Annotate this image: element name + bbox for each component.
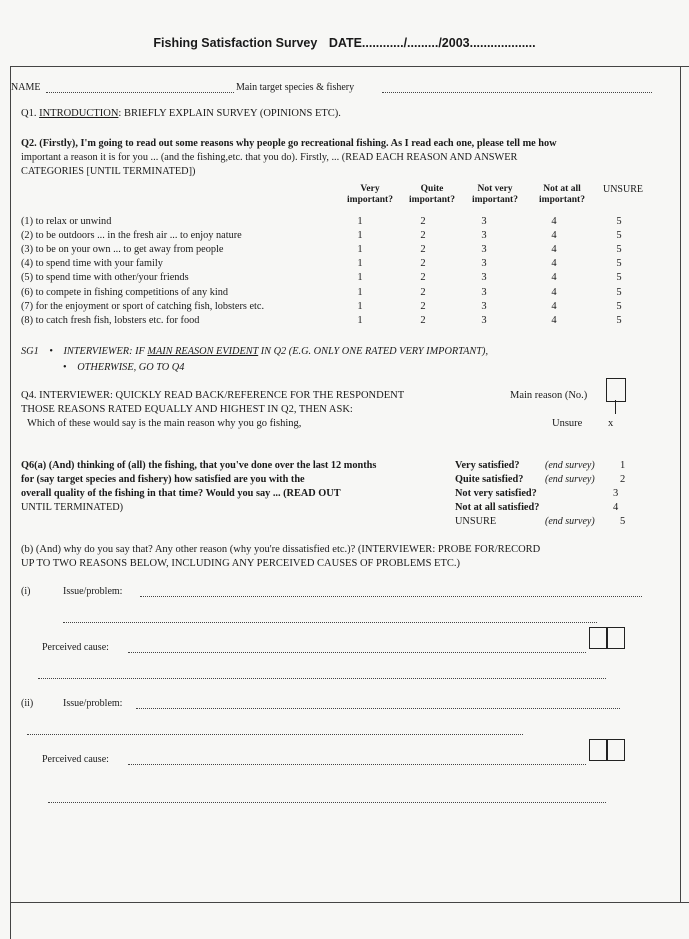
q2-response-code[interactable]: 2 bbox=[420, 286, 426, 298]
q2-col-very: Very important? bbox=[347, 184, 393, 205]
q2-response-code[interactable]: 2 bbox=[420, 244, 426, 256]
item2-cause-field[interactable] bbox=[128, 764, 586, 765]
q2-response-code[interactable]: 4 bbox=[551, 272, 557, 284]
item1-cause-field[interactable] bbox=[128, 652, 586, 653]
q2-response-code[interactable]: 4 bbox=[551, 258, 557, 270]
q2-response-code[interactable]: 4 bbox=[551, 216, 557, 227]
bullet-icon: • bbox=[63, 362, 67, 373]
q6a-line3: overall quality of the fishing in that time? Would you say ... (READ OUT bbox=[21, 488, 341, 499]
sg1-bullet1-text: INTERVIEWER: IF bbox=[63, 346, 148, 357]
q2-response-code[interactable]: 3 bbox=[481, 300, 487, 312]
item1-issue-field-2[interactable] bbox=[63, 622, 597, 623]
q6a-option-note: (end survey) bbox=[545, 474, 595, 485]
q2-response-code[interactable]: 2 bbox=[420, 314, 426, 326]
form-border-top bbox=[10, 66, 689, 67]
q2-response-code[interactable]: 5 bbox=[616, 300, 622, 312]
unsure-code[interactable]: x bbox=[608, 418, 614, 429]
q2-response-code[interactable]: 2 bbox=[420, 258, 426, 270]
q6a-option-code[interactable]: 4 bbox=[613, 502, 619, 513]
q2-response-code[interactable]: 3 bbox=[481, 314, 487, 326]
q2-reason-label: (3) to be on your own ... to get away from people bbox=[21, 244, 224, 256]
item2-issue-field[interactable] bbox=[136, 708, 620, 709]
unsure-label: Unsure bbox=[552, 418, 583, 429]
q6b-line2: UP TO TWO REASONS BELOW, INCLUDING ANY PERCEIVED CAUSES OF PROBLEMS ETC.) bbox=[21, 558, 460, 569]
q6a-option-code[interactable]: 5 bbox=[620, 516, 626, 527]
sg1-line1 bbox=[21, 346, 488, 357]
q6a-line4: UNTIL TERMINATED) bbox=[21, 502, 124, 513]
item1-cause-label: Perceived cause: bbox=[42, 642, 109, 653]
q2-response-code[interactable]: 4 bbox=[551, 300, 557, 312]
sg1-label: SG1 bbox=[21, 346, 39, 357]
q2-response-code[interactable]: 1 bbox=[357, 258, 363, 270]
q2-response-code[interactable]: 3 bbox=[481, 244, 487, 256]
item1-code-box-1[interactable] bbox=[589, 627, 607, 649]
species-label: Main target species & fishery bbox=[236, 82, 355, 93]
q6a-option-note: (end survey) bbox=[545, 516, 595, 527]
q2-response-code[interactable]: 1 bbox=[357, 286, 363, 298]
q2-response-code[interactable]: 3 bbox=[481, 272, 487, 284]
sg1-bullet1-tail: IN Q2 (E.G. ONLY ONE RATED VERY IMPORTANT), bbox=[258, 346, 489, 357]
q2-response-code[interactable]: 2 bbox=[420, 272, 426, 284]
q2-response-code[interactable]: 5 bbox=[616, 216, 622, 227]
q6b-line1: (b) (And) why do you say that? Any other reason (why you're dissatisfied etc.)? (INTERVIEWER: PROBE FOR/RECORD bbox=[21, 544, 541, 555]
q2-response-code[interactable]: 3 bbox=[481, 258, 487, 270]
sg1-bullet2-text: OTHERWISE, GO TO Q4 bbox=[77, 362, 185, 373]
q6a-option-code[interactable]: 3 bbox=[613, 488, 619, 499]
q6a-line1: Q6(a) (And) thinking of (all) the fishing, that you've done over the last 12 months bbox=[21, 460, 377, 471]
form-border-bottom bbox=[10, 902, 689, 903]
q2-col-not-at-all: Not at all important? bbox=[539, 184, 585, 205]
item2-issue-label: Issue/problem: bbox=[63, 698, 123, 709]
q2-response-code[interactable]: 5 bbox=[616, 230, 622, 242]
bullet-icon: • bbox=[49, 346, 53, 357]
q6a-option-note: (end survey) bbox=[545, 460, 595, 471]
main-reason-box[interactable] bbox=[606, 378, 626, 402]
q6a-option-label: Very satisfied? bbox=[455, 460, 520, 471]
species-field[interactable] bbox=[382, 92, 652, 93]
q4-line2: THOSE REASONS RATED EQUALLY AND HIGHEST IN Q2, THEN ASK: bbox=[21, 404, 353, 415]
q2-response-code[interactable]: 1 bbox=[357, 314, 363, 326]
q2-response-code[interactable]: 5 bbox=[616, 286, 622, 298]
q2-response-code[interactable]: 2 bbox=[420, 216, 426, 227]
q1-text bbox=[21, 108, 341, 119]
name-label: NAME bbox=[11, 82, 41, 93]
q4-line3: Which of these would say is the main reason why you go fishing, bbox=[27, 418, 302, 429]
q2-response-code[interactable]: 4 bbox=[551, 230, 557, 242]
survey-title: Fishing Satisfaction Survey bbox=[153, 36, 318, 50]
date-field[interactable]: DATE............/........./2003................... bbox=[328, 36, 536, 50]
form-border-left bbox=[10, 66, 11, 939]
q6a-option-label: Not very satisfied? bbox=[455, 488, 537, 499]
q2-response-code[interactable]: 1 bbox=[357, 230, 363, 242]
q2-response-code[interactable]: 5 bbox=[616, 258, 622, 270]
q2-reason-label: (4) to spend time with your family bbox=[21, 258, 163, 270]
q1-instructions: : BRIEFLY EXPLAIN SURVEY (OPINIONS ETC). bbox=[118, 108, 341, 119]
q6a-option-label: Quite satisfied? bbox=[455, 474, 524, 485]
q2-reason-label: (6) to compete in fishing competitions of any kind bbox=[21, 286, 229, 298]
item1-code-box-2[interactable] bbox=[607, 627, 625, 649]
q2-response-code[interactable]: 3 bbox=[481, 230, 487, 242]
q2-response-code[interactable]: 4 bbox=[551, 314, 557, 326]
q2-reason-label: (8) to catch fresh fish, lobsters etc. for food bbox=[21, 314, 200, 326]
q1-title: INTRODUCTION bbox=[39, 108, 119, 119]
item2-code-box-2[interactable] bbox=[607, 739, 625, 761]
q2-response-code[interactable]: 4 bbox=[551, 286, 557, 298]
main-reason-label: Main reason (No.) bbox=[510, 390, 588, 401]
q2-response-code[interactable]: 1 bbox=[357, 272, 363, 284]
item2-cause-label: Perceived cause: bbox=[42, 754, 109, 765]
q6a-option-label: Not at all satisfied? bbox=[455, 502, 540, 513]
q2-col-quite: Quite important? bbox=[409, 184, 455, 205]
sg1-line2 bbox=[63, 362, 184, 373]
survey-header bbox=[0, 36, 689, 50]
q2-response-code[interactable]: 1 bbox=[357, 216, 363, 227]
q4-line1: Q4. INTERVIEWER: QUICKLY READ BACK/REFERENCE FOR THE RESPONDENT bbox=[21, 390, 405, 401]
q2-response-code[interactable]: 1 bbox=[357, 244, 363, 256]
q2-response-code[interactable]: 3 bbox=[481, 286, 487, 298]
item2-issue-field-2[interactable] bbox=[27, 734, 523, 735]
q2-response-code[interactable]: 1 bbox=[357, 300, 363, 312]
q6a-line2: for (say target species and fishery) how satisfied are you with the bbox=[21, 474, 305, 485]
q2-response-code[interactable]: 2 bbox=[420, 230, 426, 242]
form-border-right bbox=[680, 66, 681, 903]
item2-number: (ii) bbox=[21, 698, 34, 709]
q2-response-code[interactable]: 3 bbox=[481, 216, 487, 227]
q6a-option-code[interactable]: 2 bbox=[620, 474, 626, 485]
item2-cause-field-2[interactable] bbox=[48, 802, 606, 803]
q2-col-unsure: UNSURE bbox=[602, 184, 643, 195]
q2-line2: important a reason it is for you ... (and the fishing,etc. that you do). Firstly, ... (READ EACH REASON AND ANSWER bbox=[21, 152, 518, 163]
q2-reason-label: (1) to relax or unwind bbox=[21, 216, 112, 227]
q2-line1: Q2. (Firstly), I'm going to read out some reasons why people go recreational fishing. As I read each one, please tell me how bbox=[21, 138, 557, 149]
q2-response-code[interactable]: 4 bbox=[551, 244, 557, 256]
sg1-bullet1-underlined: MAIN REASON EVIDENT bbox=[147, 346, 259, 357]
item1-issue-field[interactable] bbox=[140, 596, 642, 597]
q6a-option-label: UNSURE bbox=[455, 516, 497, 527]
q2-response-code[interactable]: 2 bbox=[420, 300, 426, 312]
item2-code-box-1[interactable] bbox=[589, 739, 607, 761]
q2-response-code[interactable]: 5 bbox=[616, 272, 622, 284]
q2-reason-label: (7) for the enjoyment or sport of catching fish, lobsters etc. bbox=[21, 300, 265, 312]
main-reason-tick bbox=[615, 400, 616, 414]
item1-issue-label: Issue/problem: bbox=[63, 586, 123, 597]
q6a-option-code[interactable]: 1 bbox=[620, 460, 626, 471]
name-field[interactable] bbox=[46, 92, 234, 93]
q1-number: Q1. bbox=[21, 108, 37, 119]
q2-response-code[interactable]: 5 bbox=[616, 244, 622, 256]
q2-col-not-very: Not very important? bbox=[472, 184, 518, 205]
q2-response-code[interactable]: 5 bbox=[616, 314, 622, 326]
item1-cause-field-2[interactable] bbox=[38, 678, 606, 679]
item1-number: (i) bbox=[21, 586, 31, 597]
q2-reason-label: (5) to spend time with other/your friends bbox=[21, 272, 189, 284]
q2-line3: CATEGORIES [UNTIL TERMINATED]) bbox=[21, 166, 196, 177]
q2-reason-label: (2) to be outdoors ... in the fresh air ... to enjoy nature bbox=[21, 230, 242, 242]
